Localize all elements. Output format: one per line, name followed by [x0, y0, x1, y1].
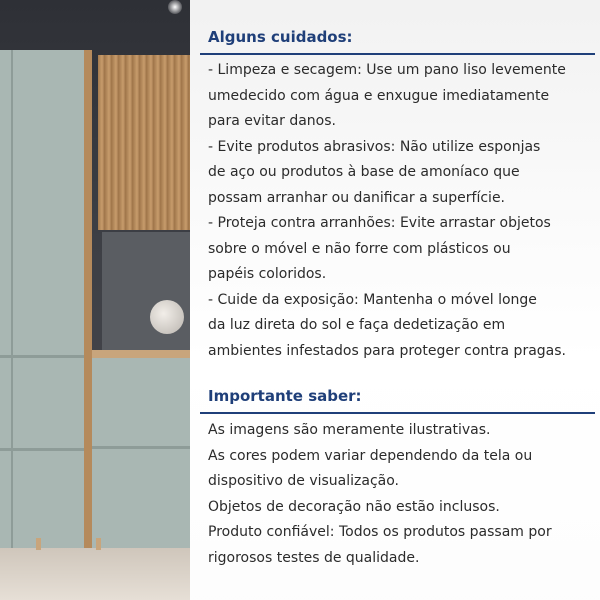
care-text: [208, 58, 594, 364]
notice-line: Produto confiável: Todos os produtos passam por: [208, 524, 552, 540]
ceiling-light: [168, 0, 182, 14]
cabinet-seam: [11, 50, 13, 550]
notice-text: [208, 418, 594, 571]
cabinet-door-line: [0, 355, 84, 358]
care-line: sobre o móvel e não forre com plásticos ou: [208, 240, 511, 257]
floor: [0, 548, 190, 600]
care-line: - Evite produtos abrasivos: Não utilize esponjas: [208, 138, 541, 155]
care-line: - Limpeza e secagem: Use um pano liso levemente: [208, 62, 566, 78]
care-line: da luz direta do sol e faça dedetização em: [208, 317, 506, 333]
care-line: ambientes infestados para proteger contra pragas.: [208, 342, 566, 359]
care-line: possam arranhar ou danificar a superfície.: [208, 189, 506, 206]
care-divider: [200, 53, 595, 55]
notice-divider: [200, 412, 595, 414]
care-line: papéis coloridos.: [208, 266, 327, 282]
notice-line: As imagens são meramente ilustrativas.: [208, 422, 491, 438]
notice-line: Objetos de decoração não estão inclusos.: [208, 498, 500, 515]
care-line: - Proteja contra arranhões: Evite arrastar objetos: [208, 215, 551, 231]
notice-line: rigorosos testes de qualidade.: [208, 549, 420, 566]
stone-niche: [102, 232, 190, 352]
cabinet-leg: [96, 538, 101, 550]
care-title: Alguns cuidados:: [208, 28, 353, 46]
lower-cabinet: [92, 358, 190, 548]
wood-slat-panel: [98, 55, 190, 230]
care-line: umedecido com água e enxugue imediatamente: [208, 87, 550, 104]
care-line: para evitar danos.: [208, 113, 336, 129]
notice-line: As cores podem variar dependendo da tela ou: [208, 447, 533, 464]
decor-bowl: [150, 300, 184, 334]
wood-frame: [84, 50, 92, 550]
cabinet-leg: [36, 538, 41, 550]
notice-title: Importante saber:: [208, 387, 362, 405]
cabinet-door-line: [92, 446, 190, 449]
care-line: de aço ou produtos à base de amoníaco que: [208, 164, 520, 180]
cabinet-door-line: [0, 448, 84, 451]
care-line: - Cuide da exposição: Mantenha o móvel longe: [208, 291, 537, 308]
notice-line: dispositivo de visualização.: [208, 473, 400, 489]
info-panel: [190, 0, 600, 600]
kitchen-photo: [0, 0, 190, 600]
tall-cabinet: [0, 50, 84, 550]
niche-shelf: [92, 350, 190, 358]
